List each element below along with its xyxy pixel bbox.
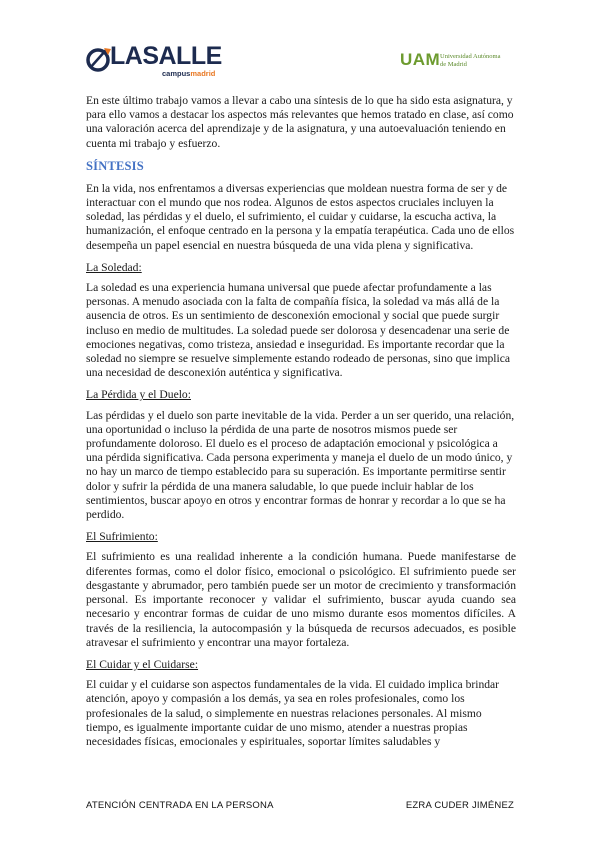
intro-paragraph: En este último trabajo vamos a llevar a cabo una síntesis de lo que ha sido esta asignatura, y para ello vamos a destacar los aspectos más relevantes que hemos tratado en clase, así como una valoración acerca del aprendizaje y de la asignatura, y una autoevaluación teniendo en cuenta mi trabajo y esfuerzo.	[86, 94, 514, 150]
subsection-text-perdida: Las pérdidas y el duelo son parte inevitable de la vida. Perder a un ser querido, una relación, una oportunidad o incluso la pérdida de una parte de nosotros mismos puede ser profundamente doloroso. El duelo es el proceso de adaptación emocional y psicológica a una pérdida significativa. Cada persona experimenta y maneja el duelo de un modo único, y no hay un marco de tiempo establecido para su superación. Es importante permitirse sentir dolor y sufrir la pérdida de una manera saludable, lo que puede incluir hablar de los sentimientos, buscar apoyo en otros y encontrar formas de honrar y recordar a lo que se ha perdido.	[86, 408, 515, 522]
document-body	[86, 94, 516, 757]
subsection-text-soledad: La soledad es una experiencia humana universal que puede afectar profundamente a las personas. A menudo asociada con la falta de compañía física, la soledad va más allá de la ausencia de otros. Es un sentimiento de desconexión emocional y social que puede surgir incluso en medio de multitudes. La soledad puede ser dolorosa y desencadenar una serie de emociones negativas, como tristeza, ansiedad e inseguridad. Es importante recordar que la soledad no siempre se resuelve simplemente estando rodeado de personas, sino que implica una necesidad de desconexión auténtica y significativa.	[86, 281, 511, 380]
uam-acronym: UAM	[400, 50, 441, 69]
subsection-heading-sufrimiento: El Sufrimiento:	[86, 530, 158, 544]
section-intro-paragraph: En la vida, nos enfrentamos a diversas experiencias que moldean nuestra forma de ser y de interactuar con el mundo que nos rodea. Algunos de estos aspectos cruciales incluyen la soledad, las pérdidas y el duelo, el sufrimiento, el cuidar y cuidarse, la escucha activa, la humanización, el enfoque centrado en la persona y la empatía terapéutica. Cada uno de ellos desempeña un papel esencial en nuestra búsqueda de una vida plena y significativa.	[86, 181, 515, 252]
uam-university-name	[440, 53, 520, 68]
lasalle-logo	[86, 44, 226, 76]
section-title: SÍNTESIS	[86, 158, 144, 173]
subsection-heading-perdida: La Pérdida y el Duelo:	[86, 388, 191, 402]
subsection-heading-cuidar: El Cuidar y el Cuidarse:	[86, 657, 199, 671]
lasalle-emblem-icon	[86, 46, 112, 72]
uam-name-line2: de Madrid	[440, 60, 467, 68]
lasalle-brand-name: LASALLE	[110, 42, 222, 70]
madrid-word: madrid	[190, 69, 216, 78]
subsection-text-sufrimiento: El sufrimiento es una realidad inherente a la condición humana. Puede manifestarse de diferentes formas, como el dolor físico, emocional o psicológico. El sufrimiento puede ser desgastante y abrumador, pero también puede ser un motor de crecimiento y transformación personal. Es importante reconocer y validar el sufrimiento, buscar ayuda cuando sea necesario y encontrar formas de cuidar de uno mismo durante esos momentos difíciles. A través de la resiliencia, la autocompasión y la búsqueda de recursos adecuados, es posible atravesar el sufrimiento y encontrar una mayor fortaleza.	[86, 550, 516, 649]
subsection-text-cuidar: El cuidar y el cuidarse son aspectos fundamentales de la vida. El cuidado implica brindar atención, apoyo y compasión a los demás, ya sea en roles profesionales, como los profesionales de la salud, o simplemente en nuestras relaciones personales. Al mismo tiempo, es igualmente importante cuidar de uno mismo, atender a nuestras propias necesidades físicas, emocionales y espirituales, soportar límites saludables y	[86, 678, 500, 748]
uam-name-line1: Universidad Autónoma	[440, 53, 501, 60]
uam-logo	[400, 48, 520, 76]
footer-course-title: ATENCIÓN CENTRADA EN LA PERSONA	[86, 800, 274, 811]
footer-author-name: EZRA CUDER JIMÉNEZ	[405, 800, 514, 811]
lasalle-campus	[162, 69, 215, 78]
campus-word: campus	[162, 69, 191, 78]
subsection-heading-soledad: La Soledad:	[86, 260, 142, 274]
